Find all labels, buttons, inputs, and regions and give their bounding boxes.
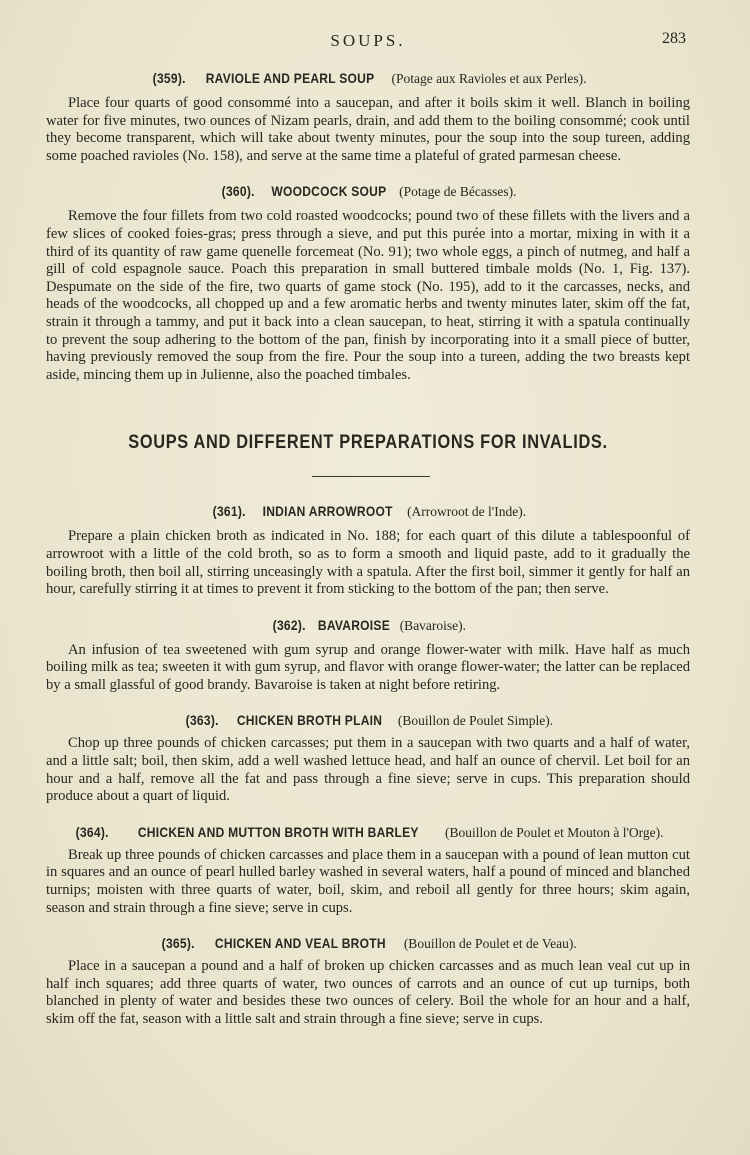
recipe-365 <box>46 933 690 1028</box>
recipe-text: Chop up three pounds of chicken carcasses; put them in a saucepan with two quarts and a half of water, and a little salt; boil, then skim, add a well washed lettuce head, and half an ounce of chervil. Let boil for an hour and a half, remove all the fat and pass through a fine sieve; serve in cups. This preparation should produce about a quart of liquid. <box>46 735 690 805</box>
recipe-359 <box>46 68 690 165</box>
recipe-text: Place in a saucepan a pound and a half of broken up chicken carcasses and as much lean veal cut up in half inch squares; add three quarts of water, two ounces of carrots and an ounce of cut up turnips, both blanched in plenty of water and besides these two ounces of celery. Boil the whole for an hour and a half, skim off the fat, season with a little salt and strain through a fine sieve; serve in cups. <box>46 958 690 1027</box>
recipe-361 <box>46 501 690 598</box>
recipe-french-title: (Arrowroot de l'Inde). <box>407 504 527 520</box>
recipe-text: An infusion of tea sweetened with gum syrup and orange flower-water with milk. Have half as much boiling milk as tea; sweeten it with gum syrup, and flavor with orange flower-water; the latter can be replaced by a small glassful of good brandy. Bavaroise is taken at night before retiring. <box>46 641 690 693</box>
running-title: SOUPS. <box>330 31 406 50</box>
section-divider <box>312 476 430 477</box>
recipe-heading <box>46 615 690 636</box>
recipe-heading <box>46 710 690 731</box>
recipe-364 <box>46 822 690 917</box>
recipe-363 <box>46 710 690 805</box>
recipe-heading <box>46 181 690 202</box>
recipe-heading <box>46 68 690 89</box>
running-head <box>46 0 690 68</box>
recipe-french-title: (Bouillon de Poulet Simple). <box>397 713 554 729</box>
recipe-360 <box>46 181 690 384</box>
recipe-text: Remove the four fillets from two cold roasted woodcocks; pound two of these fillets with the livers and a few slices of cooked foies-gras; press through a sieve, and put this purée into a mortar, mixing in with it a third of its quantity of raw game quenelle forcemeat (No. 91); two whole eggs, a pinch of nutmeg, and half a gill of cold espagnole sauce. Poach this preparation in small buttered timbale molds (No. 1, Fig. 137). Despumate on the side of the fire, two quarts of game stock (No. 195), add to it the carcasses, necks, and heads of the woodcocks, all chopped up and a few aromatic herbs and twenty minutes later, skim off the fat, strain it through a tammy, and put it back into a clean saucepan, to heat, stirring it with a spatula continually to prevent the soup adhering to the bottom of the pan, finish by incorporating into it a small piece of butter, having previously removed the soup from the fire. Pour the soup into a tureen, adding the two breasts kept aside, mincing them up in Julienne, also the poached timbales. <box>46 208 690 383</box>
recipe-title: CHICKEN AND MUTTON BROTH WITH BARLEY <box>137 823 419 840</box>
recipe-french-title: (Bouillon de Poulet et Mouton à l'Orge). <box>444 824 664 840</box>
recipe-heading <box>46 933 690 954</box>
recipe-number: (364). <box>75 823 109 840</box>
recipe-number: (361). <box>212 503 246 520</box>
recipe-title: RAVIOLE AND PEARL SOUP <box>205 70 375 86</box>
recipe-number: (360). <box>222 183 256 200</box>
recipe-number: (363). <box>185 712 219 729</box>
recipe-title: CHICKEN BROTH PLAIN <box>236 712 383 729</box>
page-number: 283 <box>662 30 686 47</box>
recipe-title: WOODCOCK SOUP <box>270 183 387 200</box>
recipe-title: CHICKEN AND VEAL BROTH <box>215 935 387 952</box>
recipe-number: (365). <box>161 935 195 952</box>
recipe-title: BAVAROISE <box>317 616 391 633</box>
recipe-number: (362). <box>272 616 306 633</box>
recipe-heading <box>46 501 690 522</box>
recipe-362 <box>46 615 690 695</box>
recipe-text: Prepare a plain chicken broth as indicated in No. 188; for each quart of this dilute a tablespoonful of arrowroot with a little of the cold broth, so as to form a smooth and liquid paste, add to it gradually the boiling broth, then boil all, stirring unceasingly with a spatula. After the first boil, simmer it gently for half an hour, carefully stirring it at times to prevent it from sticking to the bottom of the pan; then serve. <box>46 528 690 598</box>
recipe-french-title: (Bouillon de Poulet et de Veau). <box>403 936 577 952</box>
recipe-french-title: (Potage de Bécasses). <box>399 184 517 200</box>
recipe-title: INDIAN ARROWROOT <box>262 503 393 520</box>
recipe-french-title: (Bavaroise). <box>399 617 467 633</box>
recipe-french-title: (Potage aux Ravioles et aux Perles). <box>391 71 587 86</box>
recipe-text: Place four quarts of good consommé into a saucepan, and after it boils skim it well. Blanch in boiling water for five minutes, two ounces of Nizam pearls, drain, and add them to the boiling consommé; cook until they become transparent, which will take about twenty minutes, pour the soup into the soup tureen, adding some poached ravioles (No. 158), and serve at the same time a plateful of grated parmesan cheese. <box>46 95 690 164</box>
section-title: SOUPS AND DIFFERENT PREPARATIONS FOR INVALIDS. <box>128 432 608 454</box>
recipe-text: Break up three pounds of chicken carcasses and place them in a saucepan with a pound of lean mutton cut in squares and an ounce of pearl hulled barley washed in several waters, half a pound of minced and blanched turnips; moisten with three quarts of water, boil, skim, and reboil all gently for three hours; skim again, season and strain through a fine sieve; serve in cups. <box>46 846 690 916</box>
recipe-number: (359). <box>152 70 186 86</box>
recipe-heading <box>46 822 690 843</box>
